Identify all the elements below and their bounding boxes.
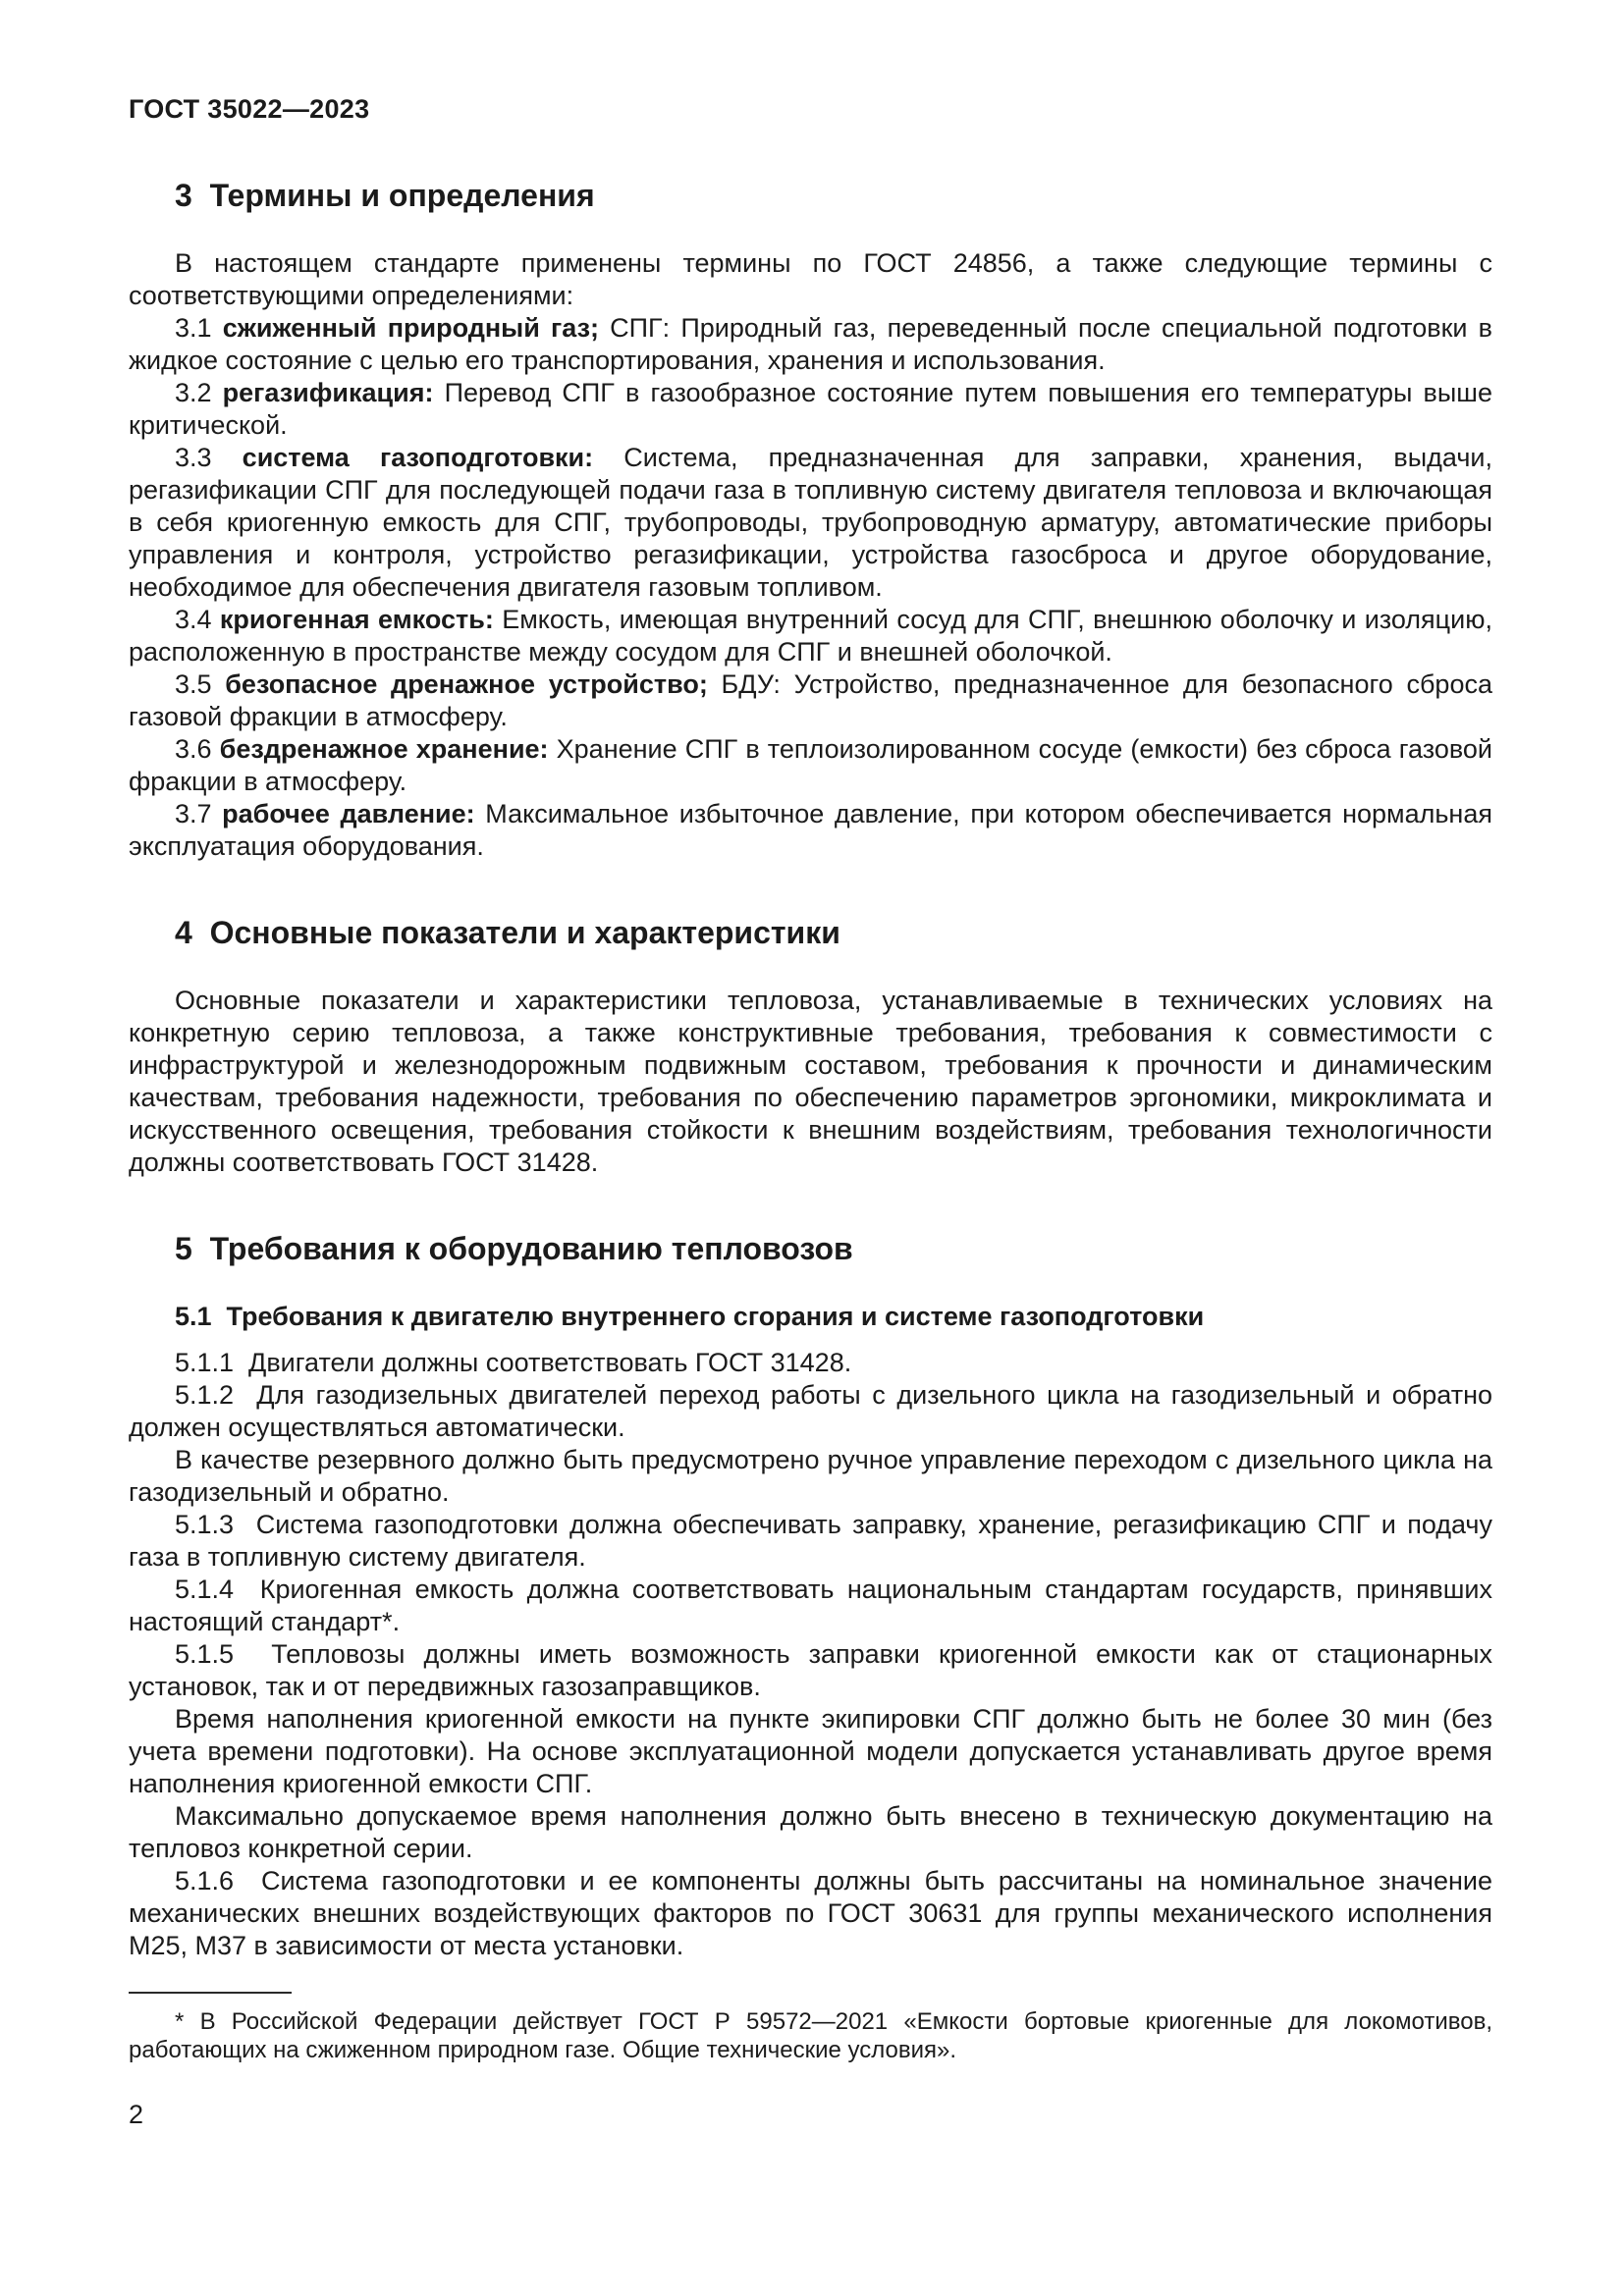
term-bold: регазификация: <box>222 378 434 407</box>
paragraph <box>129 1800 1492 1865</box>
paragraph <box>129 1865 1492 1962</box>
text-run: Хранение СПГ в теплоизолированном сосуде (емкости) без сброса газовой фракции в атмосферу. <box>129 734 1492 796</box>
text-run: Емкость, имеющая внутренний сосуд для СПГ, внешнюю оболочку и изоляцию, расположенную в пространстве между сосудом для СПГ и внешней оболочкой. <box>129 605 1492 667</box>
paragraph <box>129 1444 1492 1509</box>
paragraph <box>129 798 1492 863</box>
paragraph <box>129 1574 1492 1638</box>
text-run: Максимально допускаемое время наполнения должно быть внесено в техническую документацию на тепловоз конкретной серии. <box>129 1801 1492 1863</box>
paragraph <box>129 668 1492 733</box>
text-run: Время наполнения криогенной емкости на пункте экипировки СПГ должно быть не более 30 мин (без учета времени подготовки). На основе эксплуатационной модели допускается устанавливать другое время наполнения криогенной емкости СПГ. <box>129 1704 1492 1798</box>
text-run: 3.1 <box>175 313 223 343</box>
footnote-rule <box>129 1992 292 1994</box>
text-run: 5.1 Требования к двигателю внутреннего сгорания и системе газоподготовки <box>175 1302 1205 1331</box>
doc-code-header: ГОСТ 35022—2023 <box>129 94 370 124</box>
paragraph <box>129 1347 1492 1379</box>
section-heading: 5 Требования к оборудованию тепловозов <box>175 1231 853 1266</box>
text-run: 5.1.5 Тепловозы должны иметь возможность заправки криогенной емкости как от стационарных установок, так и от передвижных газозаправщиков. <box>129 1639 1492 1701</box>
text-run: 5.1.1 Двигатели должны соответствовать ГОСТ 31428. <box>175 1348 852 1377</box>
text-run: 3.6 <box>175 734 220 764</box>
text-run: 3.5 <box>175 669 226 699</box>
text-run: 3.7 <box>175 799 223 828</box>
term-bold: рабочее давление: <box>222 799 475 828</box>
text-run: * В Российской Федерации действует ГОСТ Р 59572—2021 «Емкости бортовые криогенные для локомотивов, работающих на сжиженном природном газе. Общие технические условия». <box>129 2008 1492 2063</box>
paragraph <box>129 604 1492 668</box>
paragraph <box>129 1509 1492 1574</box>
term-bold: система газоподготовки: <box>242 443 594 472</box>
text-run: СПГ: Природный газ, переведенный после специальной подготовки в жидкое состояние с целью его транспортирования, хранения и использования. <box>129 313 1492 375</box>
term-bold: бездренажное хранение: <box>219 734 549 764</box>
text-run: Максимальное избыточное давление, при котором обеспечивается нормальная эксплуатация оборудования. <box>129 799 1492 861</box>
paragraph <box>129 377 1492 442</box>
document-body <box>129 177 1492 1962</box>
text-run: 5.1.2 Для газодизельных двигателей переход работы с дизельного цикла на газодизельный и обратно должен осуществляться автоматически. <box>129 1380 1492 1442</box>
text-run: В качестве резервного должно быть предусмотрено ручное управление переходом с дизельного цикла на газодизельный и обратно. <box>129 1445 1492 1507</box>
text-run: БДУ: Устройство, предназначенное для безопасного сброса газовой фракции в атмосферу. <box>129 669 1492 731</box>
paragraph <box>129 733 1492 798</box>
section-heading: 3 Термины и определения <box>175 178 595 213</box>
term-bold: сжиженный природный газ; <box>222 313 599 343</box>
text-run: Основные показатели и характеристики тепловоза, устанавливаемые в технических условиях на конкретную серию тепловоза, а также конструктивные требования, требования к совместимости с инфраструктурой и железнодорожным подвижным составом, требования к прочности и динамическим качествам, требования надежности, требования по обеспечению параметров эргономики, микроклимата и искусственного освещения, требования стойкости к внешним воздействиям, требования технологичности должны соответствовать ГОСТ 31428. <box>129 986 1492 1177</box>
subsection-heading <box>129 1301 1492 1333</box>
paragraph <box>129 442 1492 604</box>
page-number: 2 <box>129 2100 144 2129</box>
text-run: 5.1.4 Криогенная емкость должна соответствовать национальным стандартам государств, принявших настоящий стандарт*. <box>129 1575 1492 1636</box>
section-heading: 4 Основные показатели и характеристики <box>175 915 840 950</box>
footnote-text <box>129 2007 1492 2064</box>
text-run: 3.2 <box>175 378 223 407</box>
text-run: 5.1.3 Система газоподготовки должна обеспечивать заправку, хранение, регазификацию СПГ и подачу газа в топливную систему двигателя. <box>129 1510 1492 1572</box>
text-run: В настоящем стандарте применены термины по ГОСТ 24856, а также следующие термины с соответствующими определениями: <box>129 248 1492 310</box>
text-run: Перевод СПГ в газообразное состояние путем повышения его температуры выше критической. <box>129 378 1492 440</box>
text-run: 5.1.6 Система газоподготовки и ее компоненты должны быть рассчитаны на номинальное значение механических внешних воздействующих факторов по ГОСТ 30631 для группы механического исполнения М25, М37 в зависимости от места установки. <box>129 1866 1492 1960</box>
text-run: 3.3 <box>175 443 243 472</box>
term-bold: безопасное дренажное устройство; <box>225 669 708 699</box>
text-run: Система, предназначенная для заправки, хранения, выдачи, регазификации СПГ для последующей подачи газа в топливную систему двигателя тепловоза и включающая в себя криогенную емкость для СПГ, трубопроводы, трубопроводную арматуру, автоматические приборы управления и контроля, устройство регазификации, устройства газосброса и другое оборудование, необходимое для обеспечения двигателя газовым топливом. <box>129 443 1492 602</box>
paragraph <box>129 1379 1492 1444</box>
text-run: 3.4 <box>175 605 220 634</box>
term-bold: криогенная емкость: <box>219 605 494 634</box>
paragraph <box>129 985 1492 1179</box>
paragraph <box>129 312 1492 377</box>
paragraph <box>129 1703 1492 1800</box>
paragraph <box>129 1638 1492 1703</box>
paragraph <box>129 247 1492 312</box>
